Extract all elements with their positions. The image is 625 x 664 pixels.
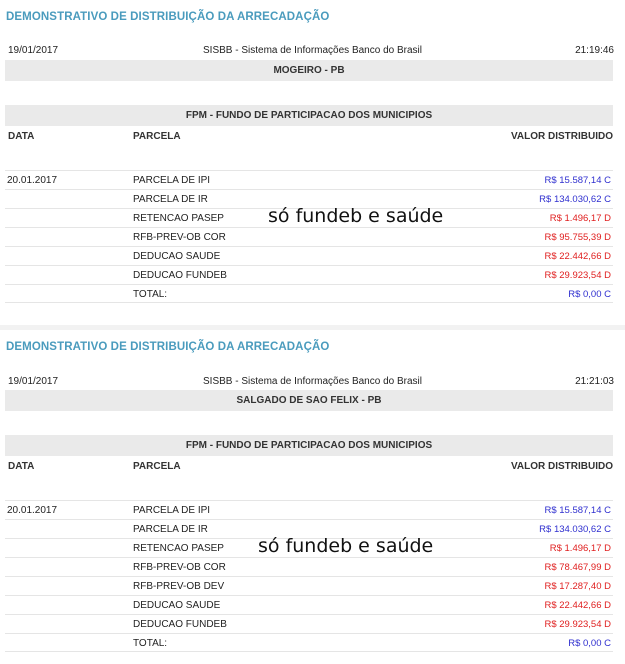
table-row: [5, 500, 613, 519]
table-row: [5, 557, 613, 576]
row-valor: R$ 15.587,14 C: [544, 505, 611, 516]
row-valor: R$ 15.587,14 C: [544, 175, 611, 186]
municipality-bar: MOGEIRO - PB: [5, 60, 613, 81]
row-parcela: TOTAL:: [133, 638, 168, 649]
row-valor: R$ 95.755,39 D: [544, 232, 611, 243]
page-title: DEMONSTRATIVO DE DISTRIBUIÇÃO DA ARRECADAÇÃO: [6, 341, 330, 353]
row-valor: R$ 22.442,66 D: [544, 251, 611, 262]
table-row: [5, 595, 613, 614]
row-valor: R$ 1.496,17 D: [549, 213, 611, 224]
row-parcela: RETENCAO PASEP: [133, 543, 224, 554]
column-header-data: DATA: [8, 131, 35, 142]
table-row: [5, 576, 613, 595]
row-valor: R$ 78.467,99 D: [544, 562, 611, 573]
row-parcela: DEDUCAO SAUDE: [133, 600, 221, 611]
row-parcela: PARCELA DE IPI: [133, 505, 211, 516]
handwritten-note: só fundeb e saúde: [258, 535, 434, 557]
row-parcela: TOTAL:: [133, 289, 168, 300]
row-parcela: PARCELA DE IPI: [133, 175, 211, 186]
report-date: 19/01/2017: [8, 45, 59, 56]
column-header-valor: VALOR DISTRIBUIDO: [510, 131, 613, 142]
row-valor: R$ 0,00 C: [568, 638, 611, 649]
column-header-parcela: PARCELA: [133, 461, 181, 472]
system-name: SISBB - Sistema de Informações Banco do Brasil: [203, 45, 422, 56]
municipality-bar: SALGADO DE SAO FELIX - PB: [5, 390, 613, 411]
total-row: [5, 284, 613, 303]
row-parcela: RFB-PREV-OB COR: [133, 562, 226, 573]
table-row: [5, 170, 613, 189]
report-time: 21:21:03: [575, 376, 614, 387]
table-row: [5, 265, 613, 284]
fund-bar: FPM - FUNDO DE PARTICIPACAO DOS MUNICIPIOS: [5, 435, 613, 456]
row-valor: R$ 17.287,40 D: [544, 581, 611, 592]
column-header-data: DATA: [8, 461, 35, 472]
column-header-valor: VALOR DISTRIBUIDO: [510, 461, 613, 472]
row-valor: R$ 29.923,54 D: [544, 619, 611, 630]
row-valor: R$ 134.030,62 C: [539, 524, 611, 535]
row-date: 20.01.2017: [7, 175, 58, 186]
row-parcela: RETENCAO PASEP: [133, 213, 224, 224]
table-row: [5, 614, 613, 633]
table-row: [5, 246, 613, 265]
column-header-parcela: PARCELA: [133, 131, 181, 142]
handwritten-note: só fundeb e saúde: [268, 205, 444, 227]
row-parcela: DEDUCAO SAUDE: [133, 251, 221, 262]
total-row: [5, 633, 613, 652]
table-row: [5, 227, 613, 246]
fund-bar: FPM - FUNDO DE PARTICIPACAO DOS MUNICIPIOS: [5, 105, 613, 126]
row-valor: R$ 0,00 C: [568, 289, 611, 300]
row-date: 20.01.2017: [7, 505, 58, 516]
report-time: 21:19:46: [575, 45, 614, 56]
distribution-table: [5, 170, 613, 303]
system-name: SISBB - Sistema de Informações Banco do Brasil: [203, 376, 422, 387]
row-parcela: DEDUCAO FUNDEB: [133, 270, 227, 281]
row-parcela: PARCELA DE IR: [133, 194, 208, 205]
report-panel-1: [0, 0, 625, 325]
row-parcela: RFB-PREV-OB DEV: [133, 581, 225, 592]
row-valor: R$ 22.442,66 D: [544, 600, 611, 611]
row-valor: R$ 29.923,54 D: [544, 270, 611, 281]
row-valor: R$ 1.496,17 D: [549, 543, 611, 554]
row-parcela: PARCELA DE IR: [133, 524, 208, 535]
row-parcela: RFB-PREV-OB COR: [133, 232, 226, 243]
distribution-table: [5, 500, 613, 652]
report-date: 19/01/2017: [8, 376, 59, 387]
row-parcela: DEDUCAO FUNDEB: [133, 619, 227, 630]
report-panel-2: [0, 330, 625, 664]
row-valor: R$ 134.030,62 C: [539, 194, 611, 205]
page-title: DEMONSTRATIVO DE DISTRIBUIÇÃO DA ARRECADAÇÃO: [6, 11, 330, 23]
